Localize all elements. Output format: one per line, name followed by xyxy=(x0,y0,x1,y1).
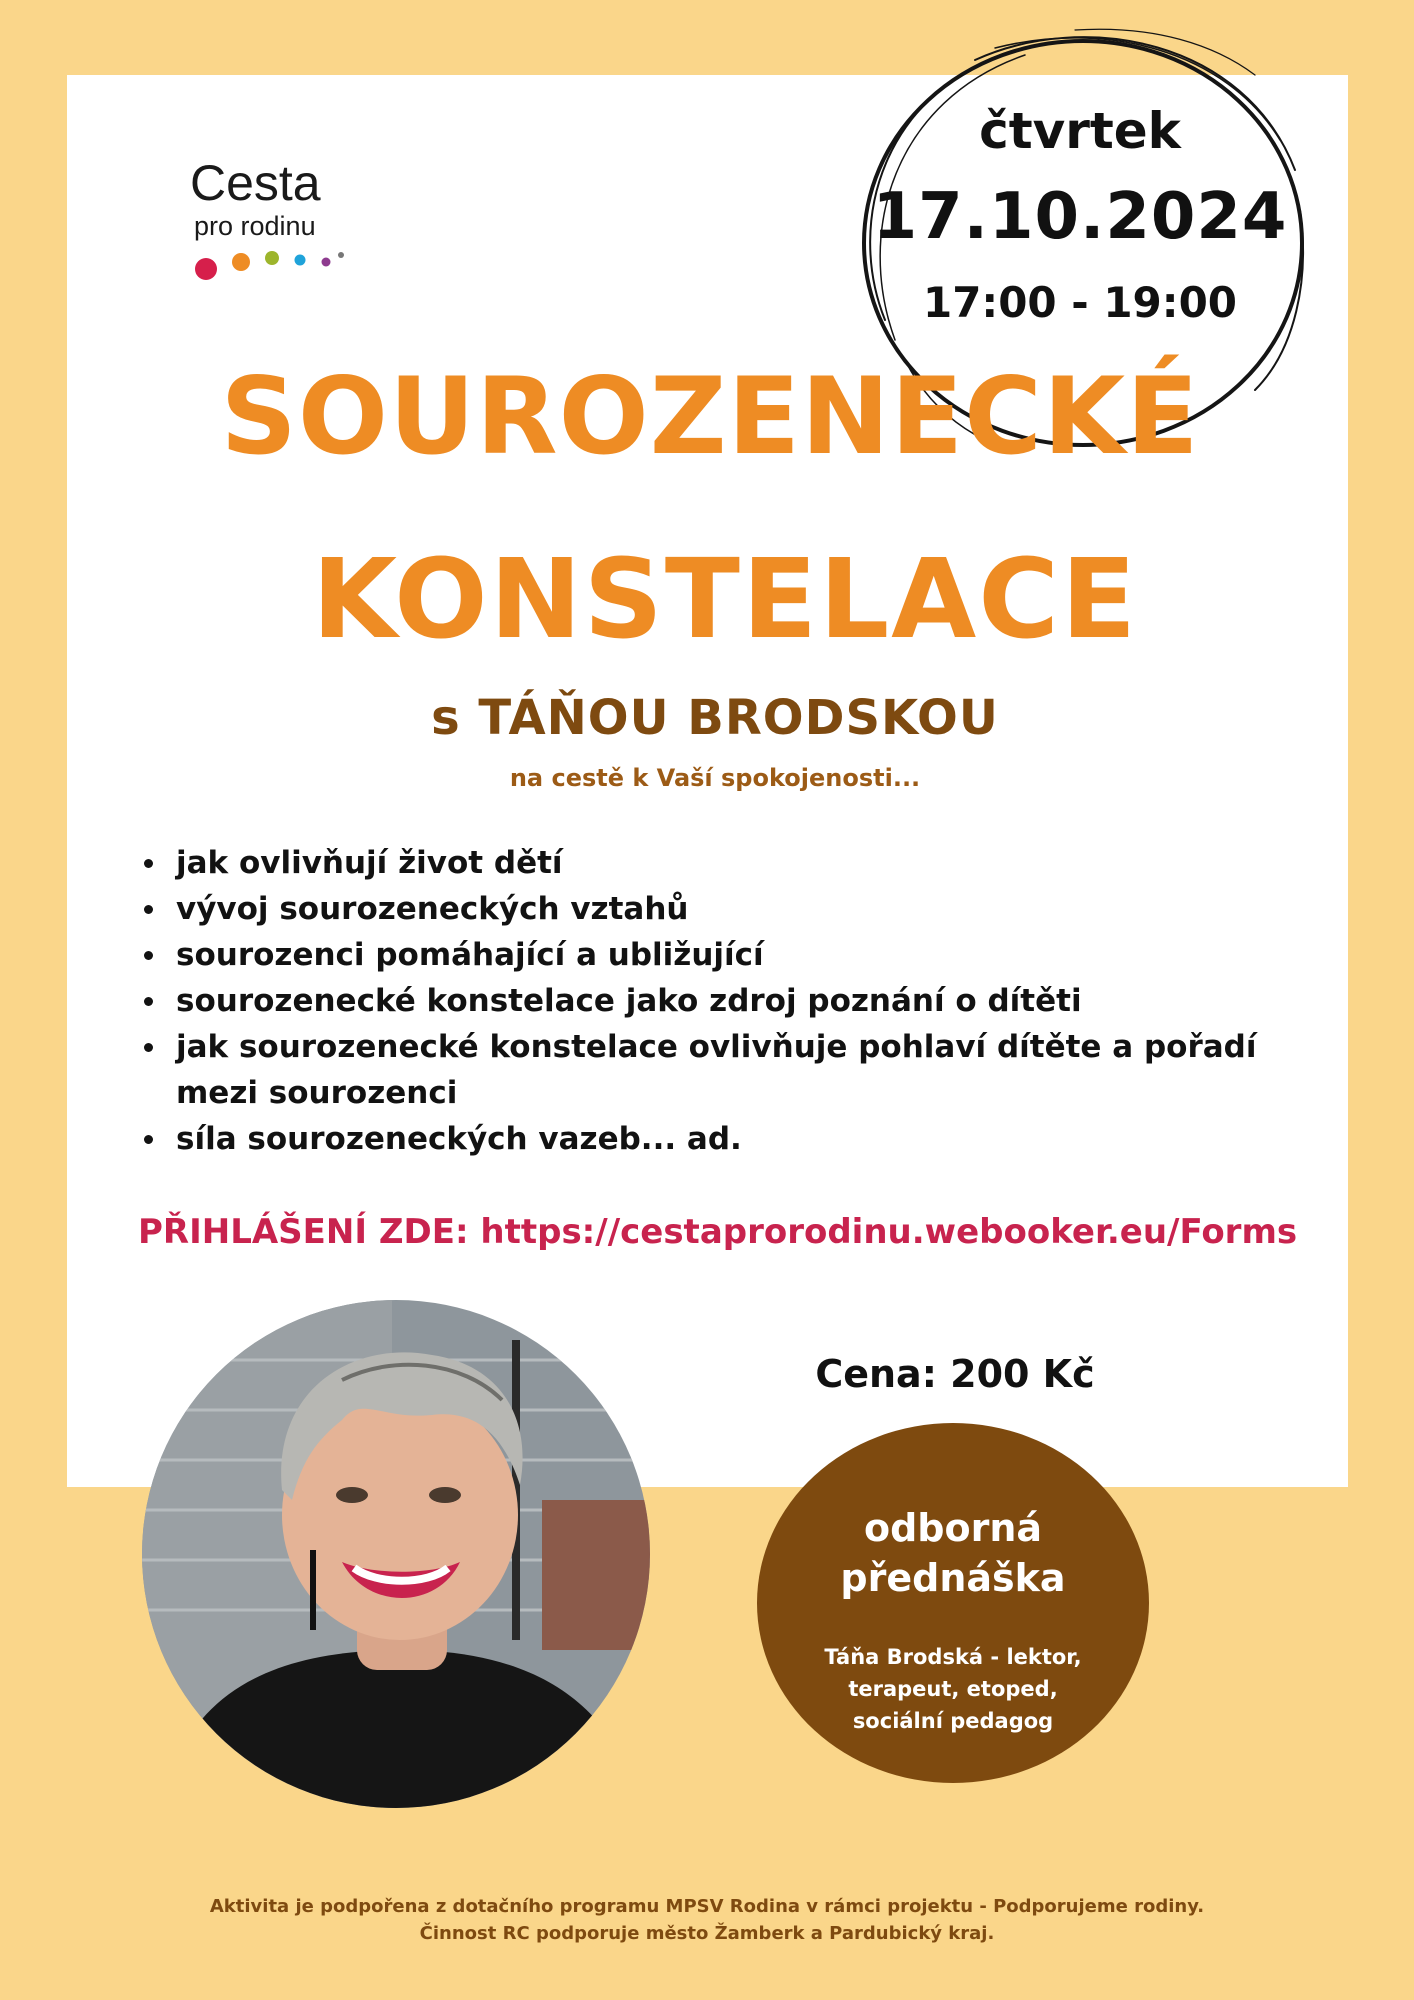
event-date: 17.10.2024 xyxy=(872,180,1288,254)
logo-dots-icon xyxy=(190,247,360,287)
topic-item: jak sourozenecké konstelace ovlivňuje pohlaví dítěte a pořadí mezi sourozenci xyxy=(140,1024,1290,1116)
logo-dot xyxy=(232,253,250,271)
price: Cena: 200 Kč xyxy=(815,1352,1095,1396)
topic-item: jak ovlivňují život dětí xyxy=(140,840,1290,886)
lecture-badge xyxy=(757,1423,1149,1783)
speaker-subtitle: s TÁŇOU BRODSKOU xyxy=(431,690,999,746)
tagline: na cestě k Vaší spokojenosti... xyxy=(509,764,921,792)
registration-link[interactable]: https://cestaprorodinu.webooker.eu/Forms xyxy=(480,1212,1298,1252)
topics-list xyxy=(140,840,1290,1162)
logo-dot xyxy=(338,252,344,258)
topic-item: síla sourozeneckých vazeb... ad. xyxy=(140,1116,1290,1162)
footer-note xyxy=(0,1893,1414,1947)
logo-dot xyxy=(295,255,306,266)
speaker-photo xyxy=(142,1300,650,1808)
badge-description xyxy=(797,1641,1109,1737)
badge-title-line-1: odborná xyxy=(863,1506,1043,1550)
badge-desc-line-1: Táňa Brodská - lektor, xyxy=(824,1645,1082,1669)
title-line-2: KONSTELACE xyxy=(311,535,1139,663)
logo-subname: pro rodinu xyxy=(194,211,316,241)
title-line-1: SOUROZENECKÉ xyxy=(220,355,1200,478)
badge-title-line-2: přednáška xyxy=(840,1556,1066,1600)
topic-item: vývoj sourozeneckých vztahů xyxy=(140,886,1290,932)
logo-dot xyxy=(195,258,217,280)
logo-dot xyxy=(322,258,331,267)
topic-item: sourozenecké konstelace jako zdroj poznání o dítěti xyxy=(140,978,1290,1024)
event-time: 17:00 - 19:00 xyxy=(922,278,1238,327)
footer-line-1: Aktivita je podpořena z dotačního programu MPSV Rodina v rámci projektu - Podporujeme rodiny. xyxy=(209,1896,1205,1917)
badge-desc-line-3: sociální pedagog xyxy=(852,1709,1054,1733)
badge-desc-line-2: terapeut, etoped, xyxy=(848,1677,1058,1701)
event-day: čtvrtek xyxy=(979,102,1181,160)
footer-line-2: Činnost RC podporuje město Žamberk a Pardubický kraj. xyxy=(419,1923,995,1944)
logo-dot xyxy=(265,251,279,265)
registration-label: PŘIHLÁŠENÍ ZDE: xyxy=(138,1212,469,1252)
cesta-pro-rodinu-logo xyxy=(190,155,360,285)
registration-line xyxy=(138,1212,1297,1252)
badge-title xyxy=(757,1503,1149,1603)
topic-item: sourozenci pomáhající a ubližující xyxy=(140,932,1290,978)
logo-name: Cesta xyxy=(190,155,321,211)
